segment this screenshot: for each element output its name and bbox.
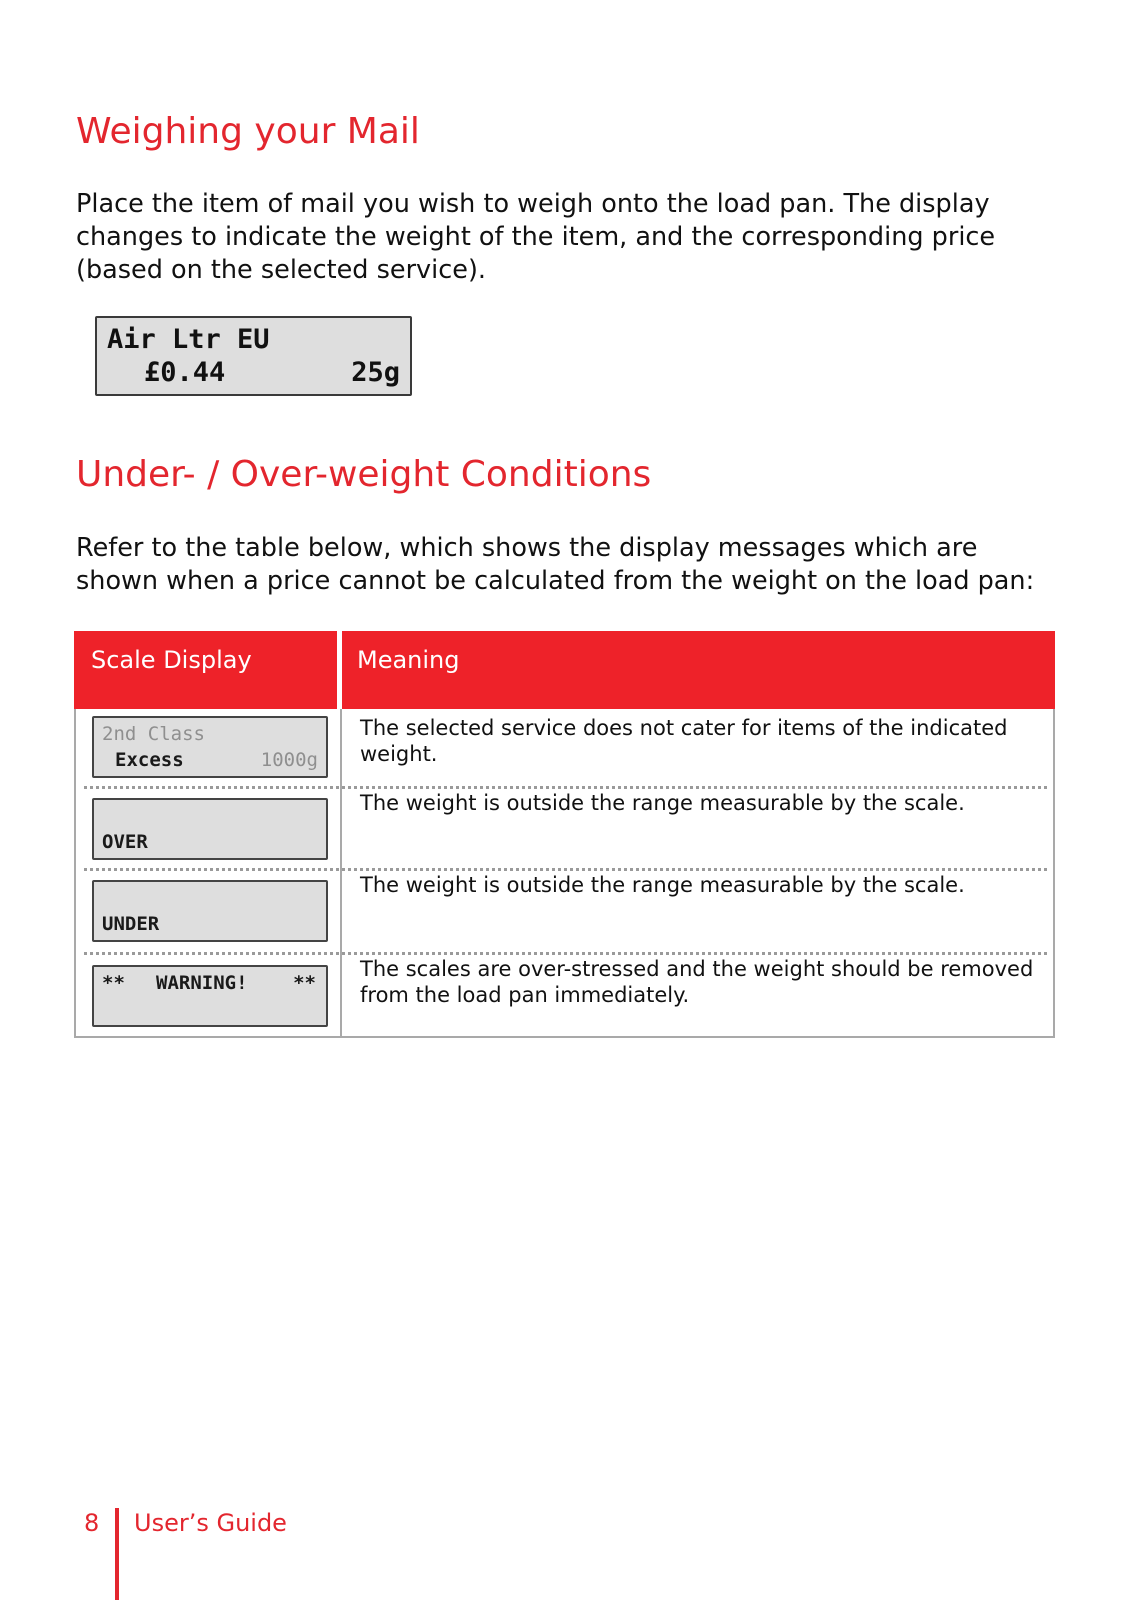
warning-stars-right: ** — [293, 972, 316, 994]
conditions-table — [74, 631, 1055, 1038]
over-text: OVER — [102, 831, 148, 853]
row-over-meaning: The weight is outside the range measurable by the scale. — [360, 791, 965, 815]
row-excess-display — [92, 716, 328, 778]
header-divider — [337, 631, 342, 709]
display-price: £0.44 — [144, 357, 226, 388]
scale-display-example — [95, 316, 412, 396]
display-weight: 25g — [351, 357, 400, 388]
under-text: UNDER — [102, 913, 160, 935]
row-separator — [84, 868, 1047, 871]
row-under-display — [92, 880, 328, 942]
row-separator — [84, 952, 1047, 955]
row-over-display — [92, 798, 328, 860]
footer-title: User’s Guide — [134, 1509, 287, 1537]
display-service-line: Air Ltr EU — [107, 324, 270, 355]
row-excess-meaning: The selected service does not cater for items of the indicated weight. — [360, 716, 1008, 766]
header-scale-display: Scale Display — [91, 646, 252, 674]
column-divider — [340, 709, 342, 1038]
row-warning-display — [92, 965, 328, 1027]
excess-weight-text: 1000g — [260, 749, 318, 771]
heading-weighing-your-mail: Weighing your Mail — [76, 111, 420, 152]
row-separator — [84, 786, 1047, 789]
excess-text: Excess — [115, 749, 184, 771]
warning-stars-left: ** — [102, 972, 125, 994]
table-header — [74, 631, 1055, 709]
page-number: 8 — [84, 1509, 100, 1537]
excess-service-text: 2nd Class — [102, 723, 205, 745]
row-warning-meaning: The scales are over-stressed and the weight should be removed from the load pan immediately. — [360, 957, 1034, 1007]
heading-weight-conditions: Under- / Over-weight Conditions — [76, 454, 652, 495]
row-under-meaning: The weight is outside the range measurable by the scale. — [360, 873, 965, 897]
warning-text: WARNING! — [156, 972, 248, 994]
weighing-paragraph: Place the item of mail you wish to weigh onto the load pan. The display changes to indicate the weight of the item, and the corresponding price (based on the selected service). — [76, 189, 996, 285]
footer-divider — [115, 1508, 119, 1600]
header-meaning: Meaning — [357, 646, 460, 674]
conditions-paragraph: Refer to the table below, which shows the display messages which are shown when a price cannot be calculated from the weight on the load pan: — [76, 533, 1035, 596]
